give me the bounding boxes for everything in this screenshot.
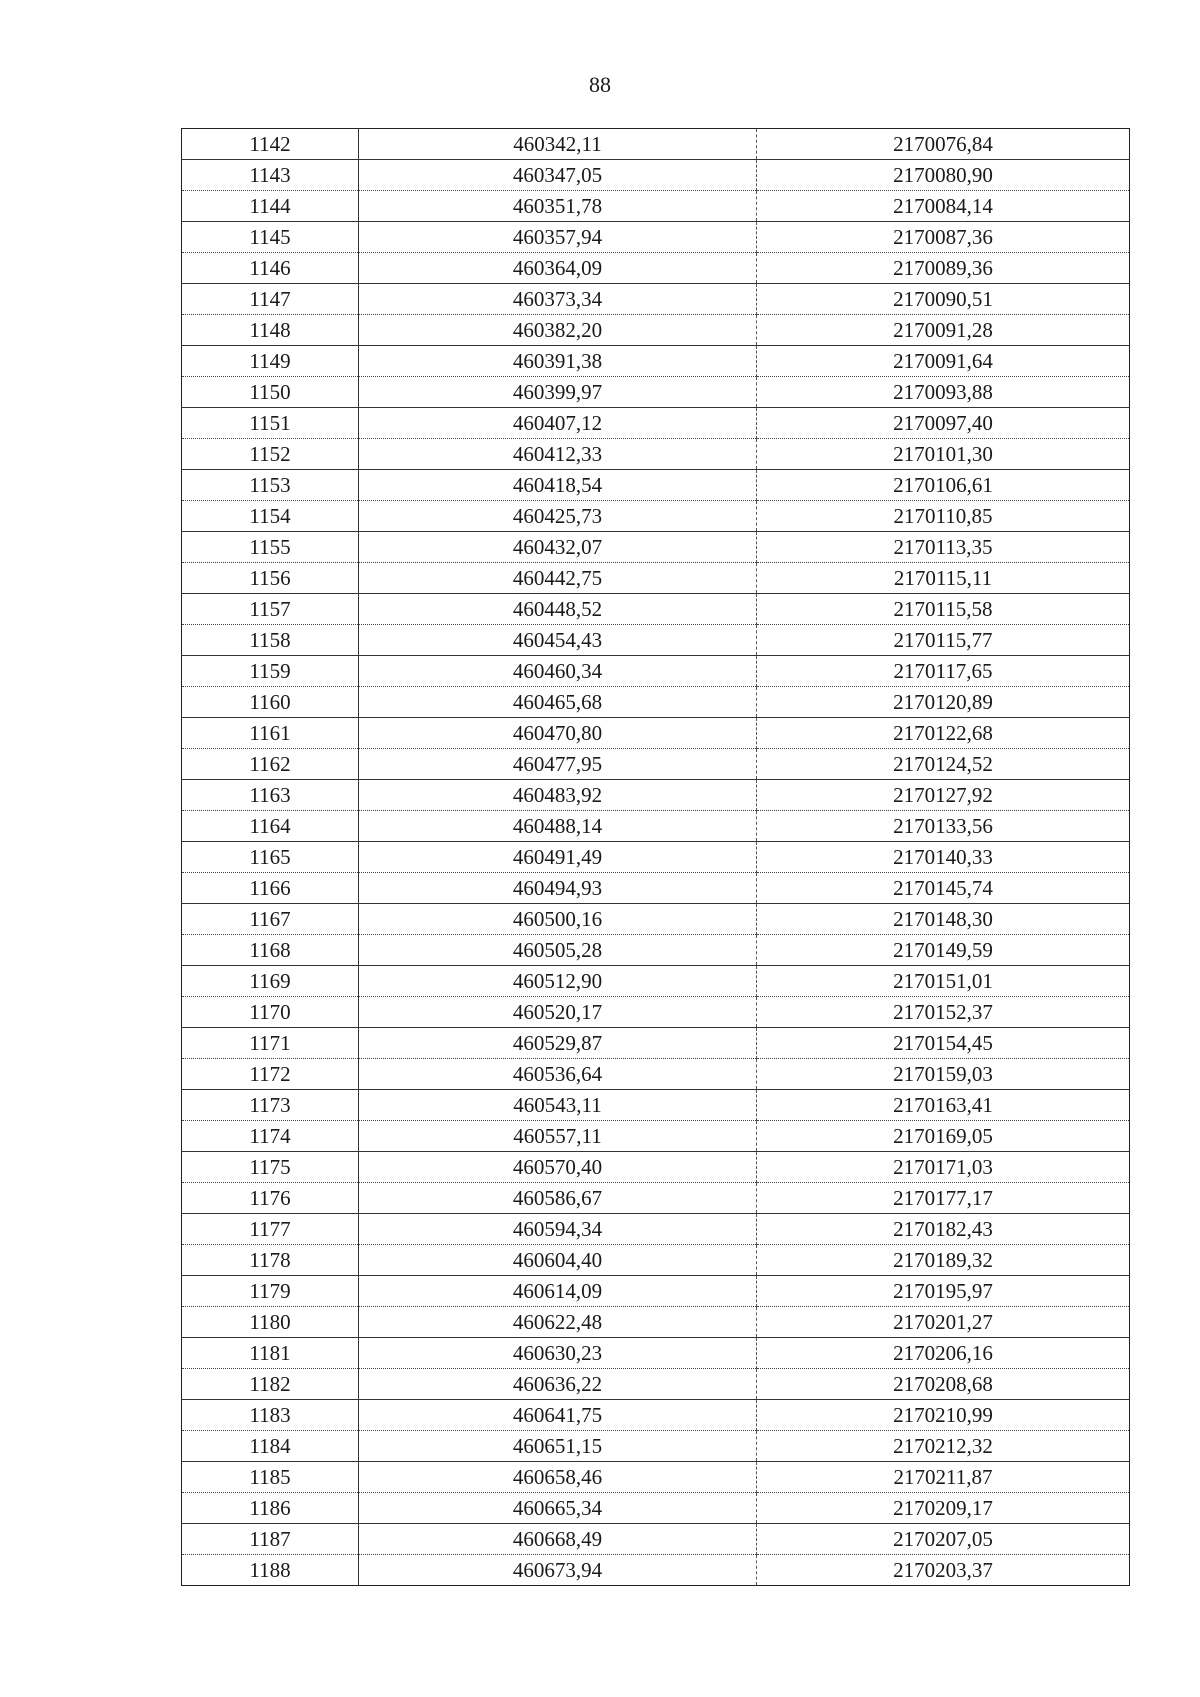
table-row xyxy=(182,222,1130,253)
point-number-cell: 1147 xyxy=(182,284,359,315)
y-coordinate-cell: 2170115,77 xyxy=(757,625,1130,656)
table-row xyxy=(182,563,1130,594)
y-coordinate-cell: 2170159,03 xyxy=(757,1059,1130,1090)
table-row xyxy=(182,687,1130,718)
x-coordinate-cell: 460604,40 xyxy=(359,1245,757,1276)
y-coordinate-cell: 2170113,35 xyxy=(757,532,1130,563)
x-coordinate-cell: 460543,11 xyxy=(359,1090,757,1121)
table-row xyxy=(182,1152,1130,1183)
point-number-cell: 1159 xyxy=(182,656,359,687)
point-number-cell: 1154 xyxy=(182,501,359,532)
point-number-cell: 1169 xyxy=(182,966,359,997)
point-number-cell: 1176 xyxy=(182,1183,359,1214)
point-number-cell: 1146 xyxy=(182,253,359,284)
table-row xyxy=(182,129,1130,160)
y-coordinate-cell: 2170207,05 xyxy=(757,1524,1130,1555)
x-coordinate-cell: 460483,92 xyxy=(359,780,757,811)
table-row xyxy=(182,1121,1130,1152)
table-row xyxy=(182,749,1130,780)
point-number-cell: 1172 xyxy=(182,1059,359,1090)
point-number-cell: 1187 xyxy=(182,1524,359,1555)
point-number-cell: 1144 xyxy=(182,191,359,222)
table-row xyxy=(182,315,1130,346)
point-number-cell: 1177 xyxy=(182,1214,359,1245)
x-coordinate-cell: 460347,05 xyxy=(359,160,757,191)
x-coordinate-cell: 460673,94 xyxy=(359,1555,757,1586)
table-row xyxy=(182,656,1130,687)
x-coordinate-cell: 460418,54 xyxy=(359,470,757,501)
y-coordinate-cell: 2170101,30 xyxy=(757,439,1130,470)
table-row xyxy=(182,935,1130,966)
table-row xyxy=(182,625,1130,656)
x-coordinate-cell: 460382,20 xyxy=(359,315,757,346)
x-coordinate-cell: 460494,93 xyxy=(359,873,757,904)
x-coordinate-cell: 460586,67 xyxy=(359,1183,757,1214)
x-coordinate-cell: 460651,15 xyxy=(359,1431,757,1462)
point-number-cell: 1153 xyxy=(182,470,359,501)
point-number-cell: 1162 xyxy=(182,749,359,780)
table-row xyxy=(182,284,1130,315)
y-coordinate-cell: 2170106,61 xyxy=(757,470,1130,501)
y-coordinate-cell: 2170080,90 xyxy=(757,160,1130,191)
point-number-cell: 1185 xyxy=(182,1462,359,1493)
point-number-cell: 1174 xyxy=(182,1121,359,1152)
table-row xyxy=(182,842,1130,873)
table-row xyxy=(182,160,1130,191)
point-number-cell: 1175 xyxy=(182,1152,359,1183)
y-coordinate-cell: 2170093,88 xyxy=(757,377,1130,408)
table-row xyxy=(182,1400,1130,1431)
x-coordinate-cell: 460641,75 xyxy=(359,1400,757,1431)
table-row xyxy=(182,1431,1130,1462)
x-coordinate-cell: 460665,34 xyxy=(359,1493,757,1524)
y-coordinate-cell: 2170122,68 xyxy=(757,718,1130,749)
y-coordinate-cell: 2170189,32 xyxy=(757,1245,1130,1276)
table-row xyxy=(182,501,1130,532)
y-coordinate-cell: 2170182,43 xyxy=(757,1214,1130,1245)
y-coordinate-cell: 2170208,68 xyxy=(757,1369,1130,1400)
table-row xyxy=(182,904,1130,935)
y-coordinate-cell: 2170203,37 xyxy=(893,1558,993,1582)
y-coordinate-cell: 2170163,41 xyxy=(757,1090,1130,1121)
y-coordinate-cell: 2170140,33 xyxy=(757,842,1130,873)
y-coordinate-cell: 2170209,17 xyxy=(757,1493,1130,1524)
x-coordinate-cell: 460622,48 xyxy=(359,1307,757,1338)
point-number-cell: 1178 xyxy=(182,1245,359,1276)
point-number-cell: 1179 xyxy=(182,1276,359,1307)
table-row xyxy=(182,1462,1130,1493)
y-coordinate-cell: 2170133,56 xyxy=(757,811,1130,842)
point-number-cell: 1161 xyxy=(182,718,359,749)
y-coordinate-cell: 2170206,16 xyxy=(757,1338,1130,1369)
y-coordinate-cell: 2170087,36 xyxy=(757,222,1130,253)
table-row xyxy=(182,346,1130,377)
point-number-cell: 1145 xyxy=(182,222,359,253)
point-number-cell: 1151 xyxy=(182,408,359,439)
table-row xyxy=(182,470,1130,501)
point-number-cell: 1181 xyxy=(182,1338,359,1369)
x-coordinate-cell: 460364,09 xyxy=(359,253,757,284)
x-coordinate-cell: 460488,14 xyxy=(359,811,757,842)
y-coordinate-cell: 2170089,36 xyxy=(757,253,1130,284)
point-number-cell: 1168 xyxy=(182,935,359,966)
table-row xyxy=(182,408,1130,439)
y-coordinate-cell: 2170212,32 xyxy=(757,1431,1130,1462)
y-coordinate-cell: 2170210,99 xyxy=(757,1400,1130,1431)
y-coordinate-cell: 2170117,65 xyxy=(757,656,1130,687)
point-number-cell: 1150 xyxy=(182,377,359,408)
y-coordinate-cell: 2170145,74 xyxy=(757,873,1130,904)
table-row xyxy=(182,191,1130,222)
x-coordinate-cell: 460491,49 xyxy=(359,842,757,873)
table-row xyxy=(182,253,1130,284)
table-row xyxy=(182,1183,1130,1214)
coordinates-table-body xyxy=(182,129,1130,1586)
point-number-cell: 1163 xyxy=(182,780,359,811)
x-coordinate-cell: 460529,87 xyxy=(359,1028,757,1059)
table-row xyxy=(182,718,1130,749)
y-coordinate-cell: 2170171,03 xyxy=(757,1152,1130,1183)
table-row xyxy=(182,1028,1130,1059)
table-row xyxy=(182,966,1130,997)
y-coordinate-cell: 2170090,51 xyxy=(757,284,1130,315)
y-coordinate-cell: 2170110,85 xyxy=(757,501,1130,532)
x-coordinate-cell: 460557,11 xyxy=(359,1121,757,1152)
y-coordinate-cell: 2170084,14 xyxy=(757,191,1130,222)
point-number-cell: 1166 xyxy=(182,873,359,904)
x-coordinate-cell: 460460,34 xyxy=(359,656,757,687)
x-coordinate-cell: 460351,78 xyxy=(359,191,757,222)
x-coordinate-cell: 460668,49 xyxy=(359,1524,757,1555)
x-coordinate-cell: 460412,33 xyxy=(359,439,757,470)
table-row xyxy=(182,780,1130,811)
point-number-cell: 1171 xyxy=(182,1028,359,1059)
y-coordinate-cell: 2170091,28 xyxy=(757,315,1130,346)
y-coordinate-cell: 2170124,52 xyxy=(757,749,1130,780)
x-coordinate-cell: 460505,28 xyxy=(359,935,757,966)
table-row xyxy=(182,594,1130,625)
coordinates-table xyxy=(181,128,1130,1586)
point-number-cell: 1167 xyxy=(182,904,359,935)
y-coordinate-cell: 2170097,40 xyxy=(757,408,1130,439)
x-coordinate-cell: 460636,22 xyxy=(359,1369,757,1400)
point-number-cell: 1148 xyxy=(182,315,359,346)
y-coordinate-cell: 2170169,05 xyxy=(757,1121,1130,1152)
x-coordinate-cell: 460448,52 xyxy=(359,594,757,625)
table-row xyxy=(182,1338,1130,1369)
x-coordinate-cell: 460500,16 xyxy=(359,904,757,935)
x-coordinate-cell: 460520,17 xyxy=(359,997,757,1028)
table-row xyxy=(182,1493,1130,1524)
y-coordinate-cell: 2170115,58 xyxy=(757,594,1130,625)
point-number-cell: 1142 xyxy=(182,129,359,160)
x-coordinate-cell: 460512,90 xyxy=(359,966,757,997)
y-coordinate-cell: 2170120,89 xyxy=(757,687,1130,718)
x-coordinate-cell: 460442,75 xyxy=(359,563,757,594)
y-coordinate-cell: 2170201,27 xyxy=(757,1307,1130,1338)
y-coordinate-cell: 2170149,59 xyxy=(757,935,1130,966)
point-number-cell: 1180 xyxy=(182,1307,359,1338)
x-coordinate-cell: 460407,12 xyxy=(359,408,757,439)
y-coordinate-cell: 2170154,45 xyxy=(757,1028,1130,1059)
point-number-cell: 1173 xyxy=(182,1090,359,1121)
point-number-cell: 1186 xyxy=(182,1493,359,1524)
point-number-cell: 1164 xyxy=(182,811,359,842)
table-row xyxy=(182,1555,1130,1586)
x-coordinate-cell: 460432,07 xyxy=(359,532,757,563)
y-coordinate-cell: 2170115,11 xyxy=(757,563,1130,594)
table-row xyxy=(182,532,1130,563)
x-coordinate-cell: 460658,46 xyxy=(359,1462,757,1493)
point-number-cell: 1158 xyxy=(182,625,359,656)
point-number-cell: 1157 xyxy=(182,594,359,625)
y-coordinate-cell: 2170091,64 xyxy=(757,346,1130,377)
table-row xyxy=(182,439,1130,470)
table-row xyxy=(182,1524,1130,1555)
point-number-cell: 1165 xyxy=(182,842,359,873)
table-row xyxy=(182,1245,1130,1276)
point-number-cell: 1182 xyxy=(182,1369,359,1400)
x-coordinate-cell: 460630,23 xyxy=(359,1338,757,1369)
x-coordinate-cell: 460342,11 xyxy=(359,129,757,160)
point-number-cell: 1184 xyxy=(182,1431,359,1462)
y-coordinate-cell: 2170148,30 xyxy=(757,904,1130,935)
point-number-cell: 1170 xyxy=(182,997,359,1028)
table-row xyxy=(182,377,1130,408)
y-coordinate-cell: 2170152,37 xyxy=(757,997,1130,1028)
point-number-cell: 1188 xyxy=(182,1555,359,1586)
x-coordinate-cell: 460465,68 xyxy=(359,687,757,718)
x-coordinate-cell: 460399,97 xyxy=(359,377,757,408)
y-coordinate-cell: 2170211,87 xyxy=(757,1462,1130,1493)
y-coordinate-cell: 2170177,17 xyxy=(757,1183,1130,1214)
table-row xyxy=(182,1369,1130,1400)
y-coordinate-cell: 2170151,01 xyxy=(757,966,1130,997)
table-row xyxy=(182,1059,1130,1090)
table-row xyxy=(182,1214,1130,1245)
point-number-cell: 1156 xyxy=(182,563,359,594)
x-coordinate-cell: 460425,73 xyxy=(359,501,757,532)
point-number-cell: 1160 xyxy=(182,687,359,718)
x-coordinate-cell: 460614,09 xyxy=(359,1276,757,1307)
x-coordinate-cell: 460536,64 xyxy=(359,1059,757,1090)
x-coordinate-cell: 460477,95 xyxy=(359,749,757,780)
point-number-cell: 1155 xyxy=(182,532,359,563)
x-coordinate-cell: 460594,34 xyxy=(359,1214,757,1245)
page-number: 88 xyxy=(589,72,611,97)
x-coordinate-cell: 460357,94 xyxy=(359,222,757,253)
x-coordinate-cell: 460454,43 xyxy=(359,625,757,656)
y-coordinate-cell: 2170127,92 xyxy=(757,780,1130,811)
y-coordinate-cell: 2170195,97 xyxy=(757,1276,1130,1307)
table-row xyxy=(182,811,1130,842)
point-number-cell: 1143 xyxy=(182,160,359,191)
table-row xyxy=(182,1307,1130,1338)
x-coordinate-cell: 460570,40 xyxy=(359,1152,757,1183)
x-coordinate-cell: 460373,34 xyxy=(359,284,757,315)
table-row xyxy=(182,997,1130,1028)
point-number-cell: 1152 xyxy=(182,439,359,470)
point-number-cell: 1183 xyxy=(182,1400,359,1431)
y-coordinate-cell: 2170076,84 xyxy=(757,129,1130,160)
x-coordinate-cell: 460391,38 xyxy=(359,346,757,377)
point-number-cell: 1149 xyxy=(182,346,359,377)
table-row xyxy=(182,1090,1130,1121)
table-row xyxy=(182,873,1130,904)
table-row xyxy=(182,1276,1130,1307)
x-coordinate-cell: 460470,80 xyxy=(359,718,757,749)
